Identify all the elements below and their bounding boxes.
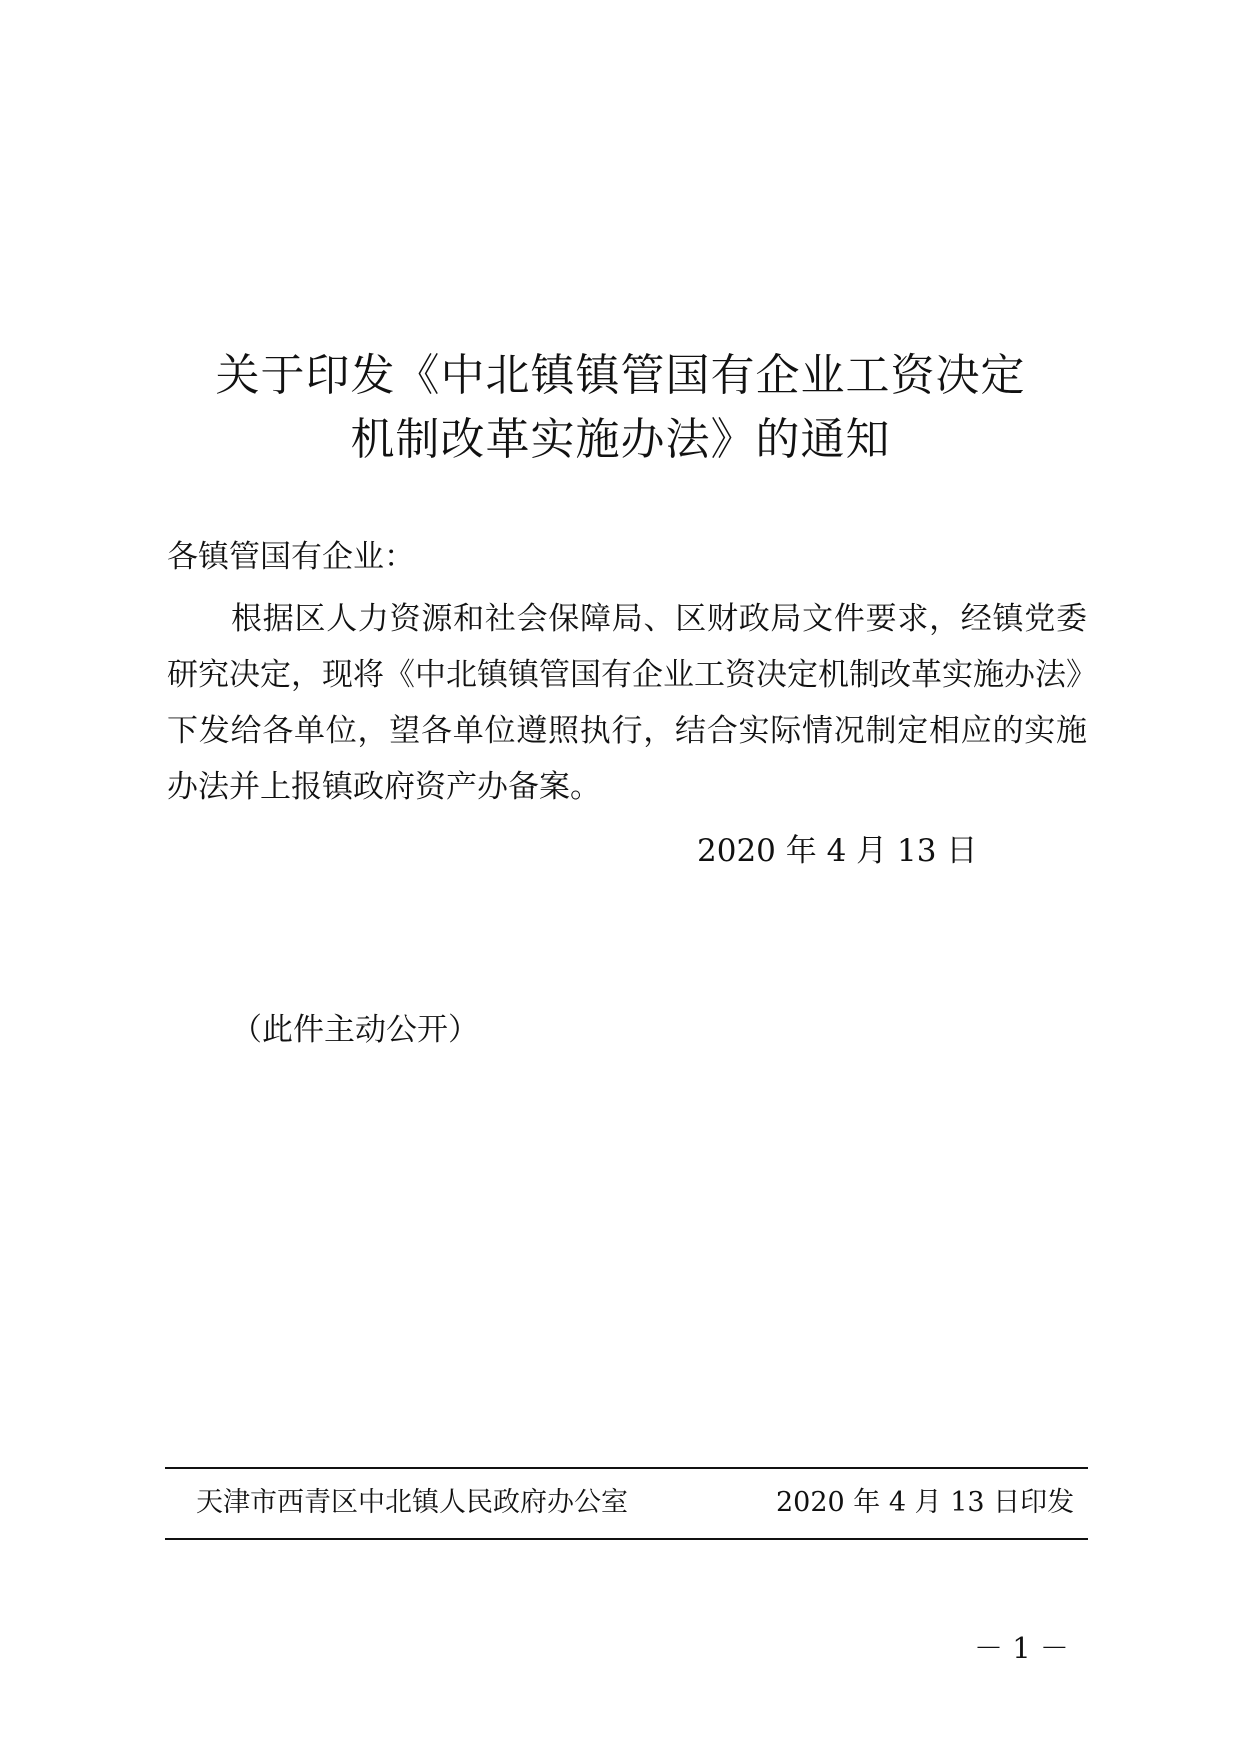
footer-top-rule	[165, 1467, 1088, 1469]
salutation: 各镇管国有企业：	[167, 539, 415, 575]
body-paragraph	[167, 591, 1097, 815]
footer-bottom-rule	[165, 1538, 1088, 1540]
footer-issue-date: 2020 年 4 月 13 日印发	[776, 1487, 1075, 1518]
body-line: 根据区人力资源和社会保障局、区财政局文件要求，经镇党委	[231, 601, 1087, 637]
body-line: 下发给各单位，望各单位遵照执行，结合实际情况制定相应的实施	[167, 713, 1087, 749]
page-number: － 1 －	[974, 1631, 1069, 1665]
title-line-2: 机制改革实施办法》的通知	[350, 414, 891, 465]
document-date: 2020 年 4 月 13 日	[697, 833, 978, 869]
body-line: 研究决定，现将《中北镇镇管国有企业工资决定机制改革实施办法》	[167, 657, 1097, 693]
footer-issuer: 天津市西青区中北镇人民政府办公室	[196, 1487, 628, 1518]
public-disclosure-note: （此件主动公开）	[231, 1012, 479, 1048]
title-line-1: 关于印发《中北镇镇管国有企业工资决定	[215, 350, 1026, 401]
body-line: 办法并上报镇政府资产办备案。	[167, 769, 601, 805]
